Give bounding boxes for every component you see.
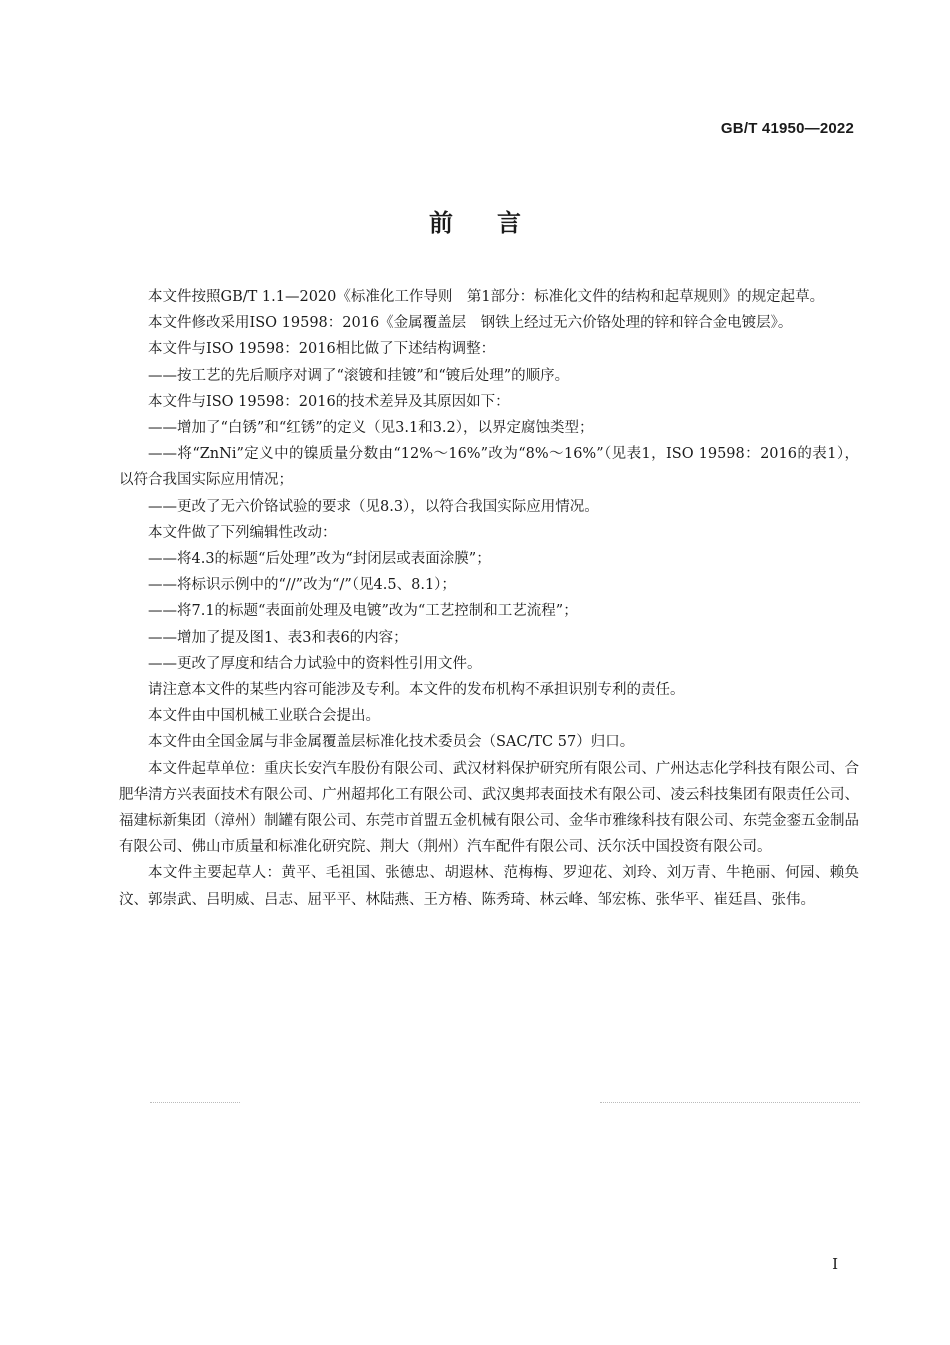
list-item: ——增加了提及图1、表3和表6的内容； [148,629,408,646]
list-item: ——按工艺的先后顺序对调了“滚镀和挂镀”和“镀后处理”的顺序。 [148,367,570,384]
paragraph-drafters: 本文件主要起草人：黄平、毛祖国、张德忠、胡遐林、范梅梅、罗迎花、刘玲、刘万青、牛艳丽、何园、赖奂汶、郭崇武、吕明威、吕志、屈平平、林陆燕、王方椿、陈秀琦、林云峰、邹宏栋、张华平、崔廷昌、张伟。 [119,865,859,908]
list-item: ——增加了“白锈”和“红锈”的定义（见3.1和3.2），以界定腐蚀类型； [148,420,594,437]
paragraph-proposer: 本文件由中国机械工业联合会提出。 [148,708,380,725]
paragraph-structure-intro: 本文件与ISO 19598：2016相比做了下述结构调整： [148,341,496,358]
paragraph-tech-diff-intro: 本文件与ISO 19598：2016的技术差异及其原因如下： [148,393,510,410]
paragraph-drafting-units: 本文件起草单位：重庆长安汽车股份有限公司、武汉材料保护研究所有限公司、广州达志化学科技有限公司、合肥华清方兴表面技术有限公司、广州超邦化工有限公司、武汉奥邦表面技术有限公司、凌云科技集团有限责任公司、福建标新集团（漳州）制罐有限公司、东莞市首盟五金机械有限公司、金华市雅缘科技有限公司、东莞金銮五金制品有限公司、佛山市质量和标准化研究院、荆大（荆州）汽车配件有限公司、沃尔沃中国投资有限公司。 [119,760,859,856]
standard-number: GB/T 41950—2022 [720,120,854,137]
scan-mark [150,1102,240,1103]
foreword-body [119,284,859,913]
page-number: I [832,1255,838,1273]
list-item: ——将7.1的标题“表面前处理及电镀”改为“工艺控制和工艺流程”； [148,603,578,620]
paragraph-drafting-rules: 本文件按照GB/T 1.1—2020《标准化工作导则 第1部分：标准化文件的结构和起草规则》的规定起草。 [148,289,825,305]
list-item: ——将“ZnNi”定义中的镍质量分数由“12%～16%”改为“8%～16%”（见表1，ISO 19598：2016的表1），以符合我国实际应用情况； [119,446,859,489]
paragraph-administrator: 本文件由全国金属与非金属覆盖层标准化技术委员会（SAC/TC 57）归口。 [148,734,635,751]
paragraph-adoption: 本文件修改采用ISO 19598：2016《金属覆盖层 钢铁上经过无六价铬处理的锌和锌合金电镀层》。 [148,315,793,332]
page-title: 前言 [429,209,565,237]
list-item: ——更改了厚度和结合力试验中的资料性引用文件。 [148,655,482,672]
list-item: ——将4.3的标题“后处理”改为“封闭层或表面涂膜”； [148,551,491,568]
list-item: ——更改了无六价铬试验的要求（见8.3），以符合我国实际应用情况。 [148,498,599,515]
paragraph-editorial-intro: 本文件做了下列编辑性改动： [148,524,337,541]
paragraph-patent-notice: 请注意本文件的某些内容可能涉及专利。本文件的发布机构不承担识别专利的责任。 [148,682,685,699]
list-item: ——将标识示例中的“//”改为“/”（见4.5、8.1）； [148,577,456,594]
scan-mark [600,1102,860,1103]
